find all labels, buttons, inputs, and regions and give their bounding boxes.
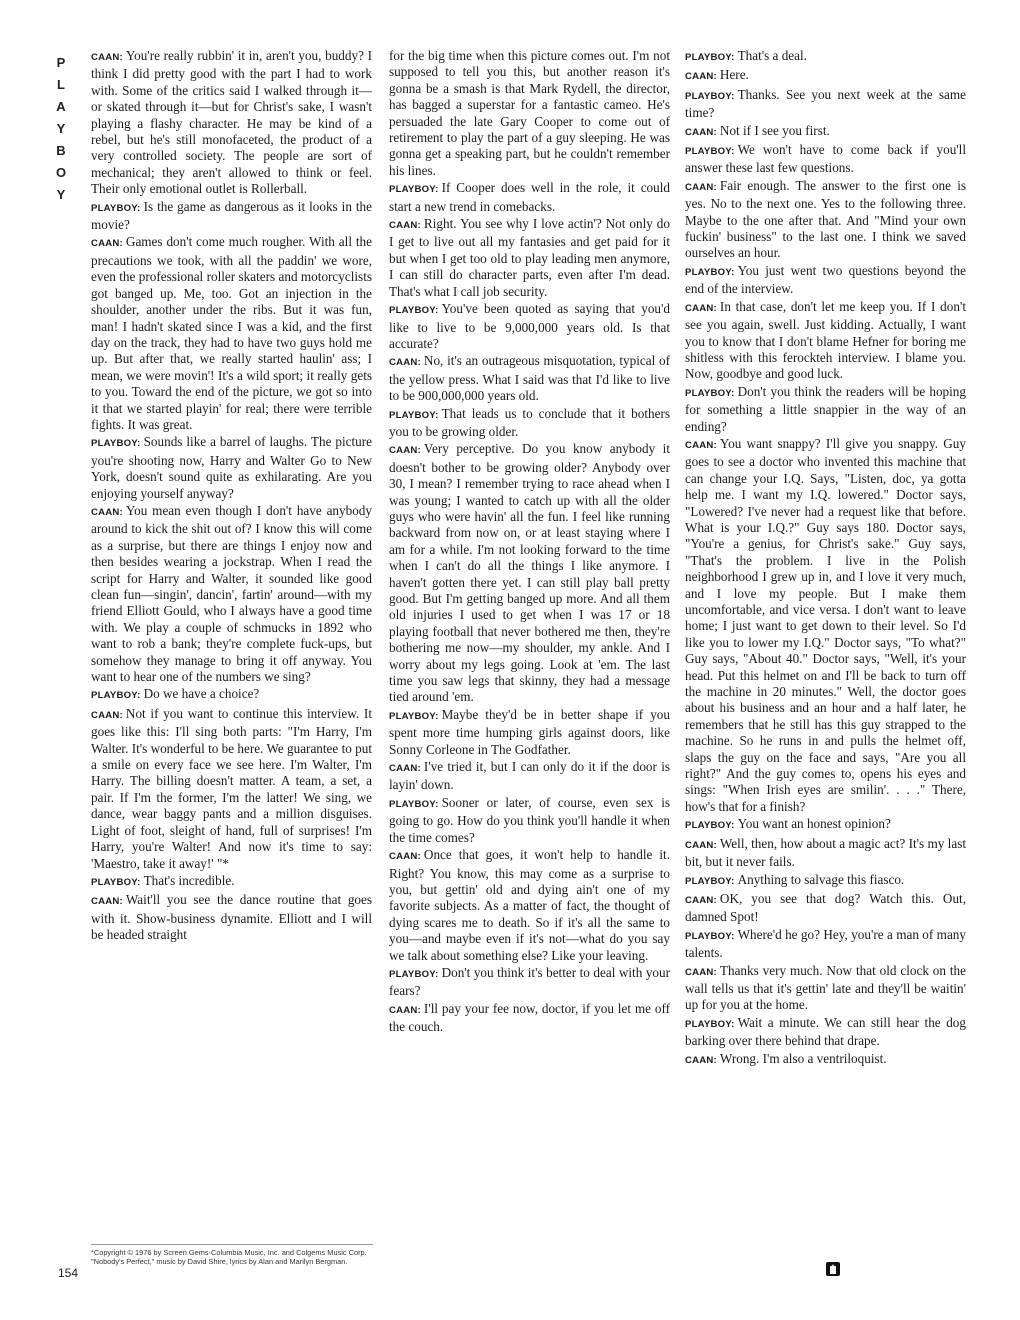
interview-paragraph	[389, 48, 670, 179]
speaker-label: PLAYBOY:	[685, 820, 735, 832]
magazine-side-tag	[50, 52, 72, 206]
interview-paragraph	[685, 1051, 966, 1069]
speaker-label: CAAN:	[91, 506, 123, 518]
interview-paragraph	[685, 67, 966, 85]
interview-paragraph	[685, 263, 966, 298]
interview-paragraph	[685, 872, 966, 890]
interview-paragraph	[389, 180, 670, 215]
speaker-label: PLAYBOY:	[91, 202, 141, 214]
paragraph-text: OK, you see that dog? Watch this. Out, damned Spot!	[685, 890, 966, 925]
interview-paragraph	[389, 216, 670, 300]
speaker-label: PLAYBOY:	[685, 1018, 735, 1030]
paragraph-text: Where'd he go? Hey, you're a man of many talents.	[685, 926, 966, 961]
speaker-label: CAAN:	[685, 966, 717, 978]
interview-paragraph	[685, 927, 966, 962]
interview-paragraph	[389, 795, 670, 846]
speaker-label: PLAYBOY:	[389, 184, 439, 196]
side-tag-letter: B	[56, 143, 66, 158]
paragraph-text: In that case, don't let me keep you. If I don't see you again, swell. Just kidding. Actually, I want you to know that I don't blame Hefner for boring me shitless with this ferockteh interview. I blame you. Now, goodbye and good luck.	[685, 298, 966, 382]
interview-paragraph	[389, 1001, 670, 1036]
paragraph-text: Sooner or later, of course, even sex is going to go. How do you think you'll handle it when the time comes?	[389, 794, 670, 845]
interview-paragraph	[91, 434, 372, 502]
paragraph-text: Thanks very much. Now that old clock on the wall tells us that it's gettin' late and they'll be waitin' up for you at the home.	[685, 962, 966, 1013]
side-tag-letter: P	[56, 55, 66, 70]
interview-paragraph	[91, 892, 372, 943]
paragraph-text: You want snappy? I'll give you snappy. Guy goes to see a doctor who invented this machine that can change your I.Q. Says, "Listen, doc, ya gotta help me. I want my I.Q. lowered." Doctor says, "Lowered? I've never had a request like that before. What is your I.Q.?" Guy says 180. Doctor says, "You're a genius, for Christ's sake." Guy says, "That's the problem. I live in the Polish neighborhood I grew up in, and I love it very much, and I love my people. But I make them uncomfortable, and vice versa. I don't want to leave home; I just want to get down to their level. So I'd like you to lower my I.Q." Doctor says, "To what?" Guy says, "About 40." Doctor says, "Well, it's your head. Put this helmet on and I'll be back to turn off the machine in 20 minutes." Well, the doctor goes about his business and an hour and a half later, he remembers that he still has this guy strapped to the machine. So he runs in and pulls the helmet off, slaps the guy on the face and says, "Are you all right?" And the guy comes to, opens his eyes and sings: "When Irish eyes are smilin'. . . ." There, how's that for a finish?	[685, 435, 966, 814]
side-tag-letter: Y	[56, 121, 66, 136]
paragraph-text: Games don't come much rougher. With all the precautions we took, with all the paddin' we wore, even the professional roller skaters and motorcyclists got banged up. Me, too. Got an injection in the shoulder, another under the ribs. But it was fun, man! I hadn't skated since I was a kid, and the first day on the track, they had to have two guys hold me up. But after that, we really started haulin' ass; I mean, we were movin'! It's a wild sport; it really gets to you. Toward the end of the picture, we got so into it that we started playin' for real; there were terrible fights. It was great.	[91, 234, 372, 432]
speaker-label: PLAYBOY:	[685, 52, 735, 63]
paragraph-text: I've tried it, but I can only do it if the door is layin' down.	[389, 759, 670, 793]
paragraph-text: Not if I see you first.	[719, 122, 830, 138]
interview-paragraph	[685, 1015, 966, 1050]
paragraph-text: Wait a minute. We can still hear the dog barking over there behind that drape.	[685, 1014, 966, 1049]
paragraph-text: You just went two questions beyond the end of the interview.	[685, 262, 966, 297]
interview-paragraph	[685, 48, 966, 66]
speaker-label: CAAN:	[389, 851, 421, 863]
speaker-label: CAAN:	[91, 238, 123, 250]
speaker-label: PLAYBOY:	[685, 90, 735, 102]
interview-paragraph	[91, 234, 372, 433]
speaker-label: CAAN:	[91, 52, 123, 63]
interview-paragraph	[91, 873, 372, 891]
interview-paragraph	[91, 503, 372, 685]
paragraph-text: You want an honest opinion?	[737, 816, 891, 832]
interview-paragraph	[389, 406, 670, 441]
paragraph-text: That's incredible.	[143, 872, 235, 888]
interview-paragraph	[389, 353, 670, 404]
interview-paragraph	[389, 759, 670, 794]
rabbit-end-mark-icon	[826, 1262, 840, 1276]
side-tag-letter: L	[57, 77, 65, 92]
interview-paragraph	[685, 299, 966, 383]
paragraph-text: Thanks. See you next week at the same time?	[685, 86, 966, 121]
paragraph-text: Anything to salvage this fiasco.	[737, 871, 905, 887]
speaker-label: PLAYBOY:	[685, 146, 735, 158]
speaker-label: PLAYBOY:	[389, 798, 439, 810]
paragraph-text: Here.	[719, 67, 749, 83]
side-tag-letter: O	[55, 165, 67, 180]
text-column-1	[91, 48, 372, 945]
speaker-label: CAAN:	[685, 181, 717, 193]
interview-paragraph	[389, 441, 670, 706]
paragraph-text: We won't have to come back if you'll answer these last few questions.	[685, 142, 966, 176]
interview-paragraph	[685, 178, 966, 262]
speaker-label: CAAN:	[685, 126, 717, 138]
interview-paragraph	[685, 836, 966, 871]
speaker-label: PLAYBOY:	[685, 930, 735, 942]
speaker-label: CAAN:	[91, 709, 123, 721]
interview-paragraph	[91, 199, 372, 234]
page-number: 154	[58, 1266, 79, 1280]
interview-paragraph	[389, 301, 670, 352]
speaker-label: PLAYBOY:	[389, 409, 439, 421]
speaker-label: CAAN:	[389, 357, 421, 369]
interview-paragraph	[91, 686, 372, 704]
speaker-label: CAAN:	[685, 894, 717, 906]
speaker-label: PLAYBOY:	[389, 305, 439, 317]
speaker-label: CAAN:	[685, 302, 717, 314]
interview-paragraph	[685, 142, 966, 177]
speaker-label: CAAN:	[91, 896, 123, 908]
speaker-label: CAAN:	[685, 71, 717, 83]
side-tag-letter: A	[56, 99, 66, 114]
paragraph-text: Maybe they'd be in better shape if you spent more time humping girls against doors, like Sonny Corleone in The Godfather.	[389, 706, 670, 757]
paragraph-text: Wrong. I'm also a ventriloquist.	[719, 1050, 887, 1066]
paragraph-text: Don't you think the readers will be hoping for something a little snappier in the way of an ending?	[685, 383, 966, 434]
text-column-3	[685, 48, 966, 1070]
paragraph-text: That leads us to conclude that it bothers you to be growing older.	[389, 405, 670, 439]
paragraph-text: You're really rubbin' it in, aren't you, buddy? I think I did pretty good with the part I had to work with. Some of the critics said I walked through it—or skated through it—but for Christ's sake, I wasn't playing a flashy character. He may be kind of a rebel, but he's still monofaceted, the product of a very controlled society. The people are sort of mechanical; they aren't allowed to think or feel. Their only emotional outlet is Rollerball.	[91, 48, 372, 197]
speaker-label: CAAN:	[685, 1054, 717, 1066]
interview-paragraph	[389, 965, 670, 1000]
speaker-label: PLAYBOY:	[685, 266, 735, 278]
paragraph-text: Is the game as dangerous as it looks in the movie?	[91, 198, 372, 233]
speaker-label: CAAN:	[389, 763, 421, 775]
interview-paragraph	[685, 963, 966, 1014]
speaker-label: CAAN:	[389, 445, 421, 457]
paragraph-text: You mean even though I don't have anybody around to kick the shit out of? I know this will come as a surprise, but there are things I enjoy now and then besides wearing a jockstrap. When I read the script for Harry and Walter, it sounded like good clean fun—singin', dancin', fartin' around—with my friend Elliott Gould, who I always have a good time with. We play a couple of schmucks in 1892 who want to rob a bank; they're complete fuck-ups, but somehow they manage to bring it off anyway. You want to hear one of the numbers we sing?	[91, 502, 372, 685]
interview-paragraph	[389, 707, 670, 758]
speaker-label: CAAN:	[389, 220, 421, 232]
paragraph-text: for the big time when this picture comes out. I'm not supposed to tell you this, but another reason it's gonna be a smash is that Mark Rydell, the director, has bagged a superstar for a fantastic cameo. He's persuaded the late Gary Cooper to come out of retirement to play the part of a guy sleeping. He was gonna get a speaking part, but he couldn't remember his lines.	[389, 48, 670, 178]
speaker-label: PLAYBOY:	[389, 710, 439, 722]
paragraph-text: Don't you think it's better to deal with your fears?	[389, 964, 670, 999]
interview-paragraph	[685, 436, 966, 815]
speaker-label: PLAYBOY:	[389, 968, 439, 980]
speaker-label: PLAYBOY:	[91, 438, 141, 450]
speaker-label: CAAN:	[685, 439, 717, 451]
paragraph-text: Well, then, how about a magic act? It's my last bit, but it never fails.	[685, 835, 966, 870]
paragraph-text: Right. You see why I love actin'? Not only do I get to live out all my fantasies and get paid for it but when I get too old to play leading men anymore, I can still do character parts, even after I'm dead. That's what I call job security.	[389, 216, 670, 299]
interview-paragraph	[685, 123, 966, 141]
paragraph-text: You've been quoted as saying that you'd like to live to be 9,000,000 years old. Is that accurate?	[389, 301, 670, 351]
interview-paragraph	[389, 847, 670, 964]
paragraph-text: No, it's an outrageous misquotation, typical of the yellow press. What I said was that I'd like to live to be 900,000,000 years old.	[389, 353, 670, 404]
paragraph-text: Do we have a choice?	[143, 686, 260, 702]
paragraph-text: Not if you want to continue this interview. It goes like this: I'll sing both parts: "I'm Harry, I'm Walter. It's wonderful to be here. We guarantee to put a smile on every face we see here. I'm Walter, I'm Harry. The billing doesn't matter. A team, a set, a pair. If I'm the former, I'm the latter! We sing, we dance, wear baggy pants and a million disguises. Light of foot, sleight of hand, full of surprises! I'm Harry, you're Walter! And now it's time to say: 'Maestro, take it away!' "*	[91, 705, 372, 871]
speaker-label: PLAYBOY:	[91, 876, 141, 888]
interview-paragraph	[685, 816, 966, 834]
speaker-label: PLAYBOY:	[685, 875, 735, 887]
paragraph-text: If Cooper does well in the role, it could start a new trend in comebacks.	[389, 180, 670, 214]
speaker-label: PLAYBOY:	[685, 387, 735, 399]
paragraph-text: Fair enough. The answer to the first one is yes. No to the next one. Yes to the following three. Maybe to the one after that. And "Mind your own fuckin' business" to the last one. I think we saved ourselves an hour.	[685, 177, 966, 261]
paragraph-text: Once that goes, it won't help to handle it. Right? You know, this may come as a surprise to you, but gettin' old and dying ain't one of my favorite subjects. As a matter of fact, the thought of dying scares me to death. So if it's all the same to you—and maybe even if it's not—what do you say we talk about something else? Like your leaving.	[389, 847, 670, 963]
side-tag-letter: Y	[56, 187, 66, 202]
paragraph-text: Very perceptive. Do you know anybody it doesn't bother to be growing older? Anybody over 30, I mean? I remember trying to race ahead when I was young; I wanted to catch up with all the older guys who were havin' all the fun. I feel like running backward from now on, or at least staying where I am for a while. I'm not looking forward to the time when I can't do all the things I like anymore. I haven't gotten there yet. I can still play ball pretty good. But I'm getting banged up more. And all them old injuries I used to get when I was 17 or 18 playing football that never bothered me then, they're bothering me now—my shoulder, my ankle. And I worry about my legs going. Look at 'em. The last time you saw legs that skinny, they had a message tied around 'em.	[389, 441, 670, 705]
interview-paragraph	[685, 384, 966, 435]
text-column-2	[389, 48, 670, 1037]
interview-paragraph	[685, 891, 966, 926]
interview-paragraph	[91, 706, 372, 872]
speaker-label: CAAN:	[389, 1004, 421, 1016]
interview-paragraph	[91, 48, 372, 198]
paragraph-text: That's a deal.	[737, 48, 807, 63]
copyright-footnote: *Copyright © 1976 by Screen Gems-Columbia Music, Inc. and Colgems Music Corp. "Nobody's Perfect," music by David Shire, lyrics by Alan and Marilyn Bergman.	[91, 1244, 373, 1266]
interview-paragraph	[685, 87, 966, 122]
speaker-label: CAAN:	[685, 839, 717, 851]
paragraph-text: Wait'll you see the dance routine that goes with it. Show-business dynamite. Elliott and I will be headed straight	[91, 892, 372, 943]
speaker-label: PLAYBOY:	[91, 690, 141, 702]
paragraph-text: Sounds like a barrel of laughs. The picture you're shooting now, Harry and Walter Go to New York, doesn't sound quite as exhilarating. Are you enjoying yourself anyway?	[91, 434, 372, 501]
paragraph-text: I'll pay your fee now, doctor, if you let me off the couch.	[389, 1000, 670, 1035]
